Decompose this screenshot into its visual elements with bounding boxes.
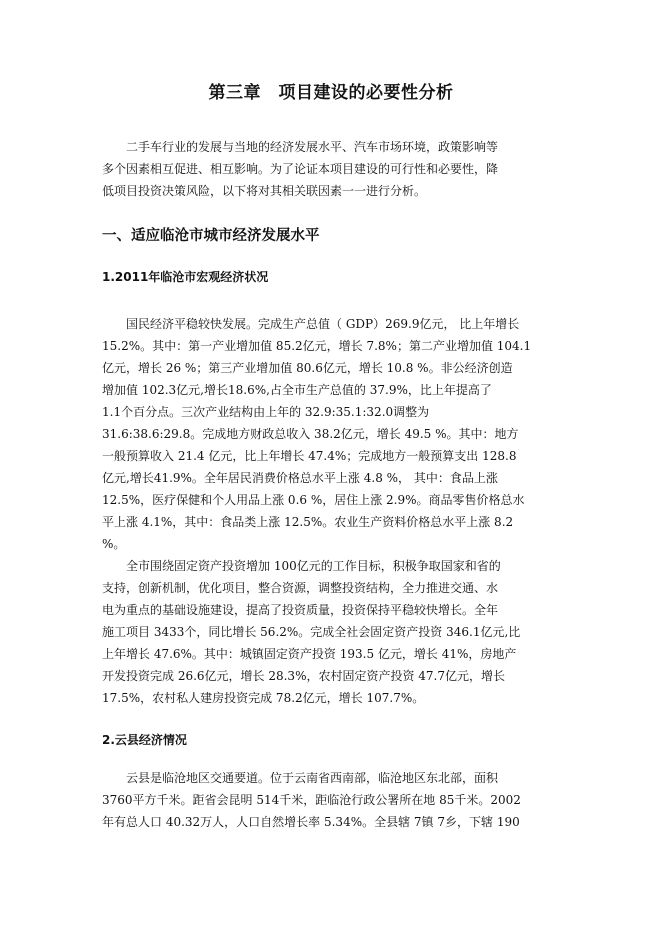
text-line: 全市围绕固定资产投资增加 100亿元的工作目标，积极争取国家和省的 — [126, 559, 501, 573]
yunxian-paragraph — [102, 767, 562, 833]
text-line: 增加值 102.3亿元,增长18.6%,占全市生产总值的 37.9%，比上年提高了 — [102, 383, 492, 397]
text-line: 上年增长 47.6%。其中：城镇固定资产投资 193.5 亿元，增长 41%，房地产 — [102, 647, 517, 661]
text-line: 施工项目 3433个，同比增长 56.2%。完成全社会固定资产投资 346.1亿元,比 — [102, 625, 521, 639]
text-line: 云县是临沧地区交通要道。位于云南省西南部，临沧地区东北部，面积 — [126, 771, 499, 785]
text-line: 一般预算收入 21.4 亿元，比上年增长 47.4%；完成地方一般预算支出 128.8 — [102, 449, 517, 463]
investment-paragraph — [102, 555, 562, 709]
text-line: 电为重点的基础设施建设，提高了投资质量，投资保持平稳较快增长。全年 — [102, 603, 499, 617]
text-line: 二手车行业的发展与当地的经济发展水平、汽车市场环境，政策影响等 — [126, 140, 499, 154]
text-line: 12.5%，医疗保健和个人用品上涨 0.6 %，居住上涨 2.9%。商品零售价格总水 — [102, 493, 525, 507]
text-line: %。 — [102, 537, 126, 551]
text-line: 17.5%，农村私人建房投资完成 78.2亿元，增长 107.7%。 — [102, 691, 425, 705]
section-heading-1: 一、适应临沧市城市经济发展水平 — [102, 228, 320, 244]
text-line: 多个因素相互促进、相互影响。为了论证本项目建设的可行性和必要性，降 — [102, 162, 499, 176]
text-line: 平上涨 4.1%，其中：食品类上涨 12.5%。农业生产资料价格总水平上涨 8.2 — [102, 515, 514, 529]
text-line: 支持，创新机制，优化项目，整合资源，调整投资结构，全力推进交通、水 — [102, 581, 499, 595]
subsection-heading-1: 1.2011年临沧市宏观经济状况 — [102, 270, 269, 284]
intro-paragraph — [102, 136, 562, 202]
text-line: 31.6:38.6:29.8。完成地方财政总收入 38.2亿元，增长 49.5 %。其中：地方 — [102, 427, 519, 441]
text-line: 亿元，增长 26 %；第三产业增加值 80.6亿元，增长 10.8 %。非公经济创造 — [102, 361, 513, 375]
macro-economy-paragraph — [102, 313, 562, 555]
text-line: 15.2%。其中：第一产业增加值 85.2亿元，增长 7.8%；第二产业增加值 104.1 — [102, 339, 532, 353]
text-line: 3760平方千米。距省会昆明 514千米，距临沧行政公署所在地 85千米。2002 — [102, 793, 521, 807]
text-line: 年有总人口 40.32万人，人口自然增长率 5.34%。全县辖 7镇 7乡，下辖 190 — [102, 815, 520, 829]
text-line: 1.1个百分点。三次产业结构由上年的 32.9:35.1:32.0调整为 — [102, 405, 430, 419]
text-line: 国民经济平稳较快发展。完成生产总值（ GDP）269.9亿元， 比上年增长 — [126, 317, 520, 331]
text-line: 亿元,增长41.9%。全年居民消费价格总水平上涨 4.8 %， 其中：食品上涨 — [102, 471, 498, 485]
subsection-heading-2: 2.云县经济情况 — [102, 733, 187, 747]
text-line: 开发投资完成 26.6亿元，增长 28.3%，农村固定资产投资 47.7亿元，增长 — [102, 669, 506, 683]
text-line: 低项目投资决策风险，以下将对其相关联因素一一进行分析。 — [102, 184, 427, 198]
chapter-title: 第三章 项目建设的必要性分析 — [208, 83, 454, 103]
